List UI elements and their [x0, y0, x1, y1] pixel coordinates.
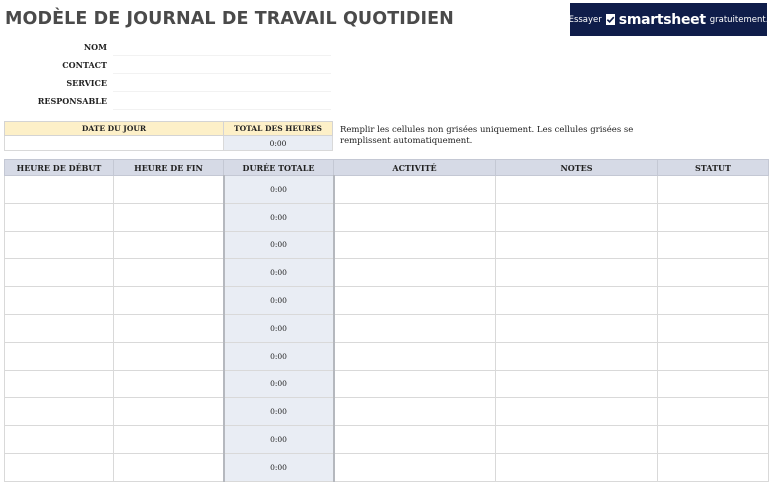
status-cell[interactable] — [658, 426, 769, 454]
status-cell[interactable] — [658, 259, 769, 287]
total-hours-header: TOTAL DES HEURES — [224, 122, 333, 136]
notes-cell[interactable] — [496, 231, 658, 259]
info-label: NOM — [83, 42, 107, 52]
duration-cell: 0:00 — [224, 314, 334, 342]
log-header-row — [5, 160, 769, 176]
duration-cell: 0:00 — [224, 203, 334, 231]
activity-cell[interactable] — [334, 176, 496, 204]
instructions-text: Remplir les cellules non grisées uniquement. Les cellules grisées se remplissent automatiquement. — [340, 125, 634, 146]
end-time-cell[interactable] — [114, 231, 224, 259]
status-cell[interactable] — [658, 398, 769, 426]
notes-cell[interactable] — [496, 203, 658, 231]
activity-cell[interactable] — [334, 314, 496, 342]
day-summary-table — [4, 121, 333, 151]
duration-cell: 0:00 — [224, 426, 334, 454]
info-row-responsable — [5, 92, 331, 110]
start-time-cell[interactable] — [5, 287, 114, 315]
notes-cell[interactable] — [496, 287, 658, 315]
column-header-duration: DURÉE TOTALE — [224, 160, 334, 176]
date-field[interactable] — [5, 136, 224, 151]
activity-cell[interactable] — [334, 342, 496, 370]
status-cell[interactable] — [658, 314, 769, 342]
duration-cell: 0:00 — [224, 398, 334, 426]
start-time-cell[interactable] — [5, 259, 114, 287]
notes-cell[interactable] — [496, 259, 658, 287]
start-time-cell[interactable] — [5, 342, 114, 370]
manager-field[interactable] — [113, 92, 331, 110]
notes-cell[interactable] — [496, 453, 658, 481]
table-row — [5, 314, 769, 342]
end-time-cell[interactable] — [114, 287, 224, 315]
status-cell[interactable] — [658, 370, 769, 398]
table-row — [5, 231, 769, 259]
activity-cell[interactable] — [334, 453, 496, 481]
end-time-cell[interactable] — [114, 176, 224, 204]
duration-cell: 0:00 — [224, 342, 334, 370]
table-row — [5, 287, 769, 315]
duration-cell: 0:00 — [224, 370, 334, 398]
start-time-cell[interactable] — [5, 453, 114, 481]
activity-cell[interactable] — [334, 287, 496, 315]
status-cell[interactable] — [658, 203, 769, 231]
notes-cell[interactable] — [496, 342, 658, 370]
service-field[interactable] — [113, 74, 331, 92]
status-cell[interactable] — [658, 342, 769, 370]
start-time-cell[interactable] — [5, 398, 114, 426]
log-body — [5, 176, 769, 482]
duration-cell: 0:00 — [224, 287, 334, 315]
end-time-cell[interactable] — [114, 370, 224, 398]
table-row — [5, 370, 769, 398]
smartsheet-trial-banner[interactable] — [570, 3, 767, 36]
duration-cell: 0:00 — [224, 176, 334, 204]
end-time-cell[interactable] — [114, 203, 224, 231]
status-cell[interactable] — [658, 231, 769, 259]
column-header-end: HEURE DE FIN — [114, 160, 224, 176]
info-row-nom — [5, 38, 331, 56]
column-header-notes: NOTES — [496, 160, 658, 176]
status-cell[interactable] — [658, 287, 769, 315]
start-time-cell[interactable] — [5, 370, 114, 398]
info-label: CONTACT — [62, 60, 107, 70]
activity-cell[interactable] — [334, 398, 496, 426]
start-time-cell[interactable] — [5, 203, 114, 231]
status-cell[interactable] — [658, 176, 769, 204]
status-cell[interactable] — [658, 453, 769, 481]
column-header-status: STATUT — [658, 160, 769, 176]
end-time-cell[interactable] — [114, 314, 224, 342]
column-header-start: HEURE DE DÉBUT — [5, 160, 114, 176]
notes-cell[interactable] — [496, 370, 658, 398]
notes-cell[interactable] — [496, 176, 658, 204]
notes-cell[interactable] — [496, 314, 658, 342]
banner-prefix: Essayer — [568, 14, 602, 25]
activity-cell[interactable] — [334, 259, 496, 287]
activity-cell[interactable] — [334, 426, 496, 454]
start-time-cell[interactable] — [5, 314, 114, 342]
table-row — [5, 203, 769, 231]
page-title: MODÈLE DE JOURNAL DE TRAVAIL QUOTIDIEN — [5, 9, 454, 29]
date-header: DATE DU JOUR — [5, 122, 224, 136]
table-row — [5, 398, 769, 426]
start-time-cell[interactable] — [5, 231, 114, 259]
duration-cell: 0:00 — [224, 453, 334, 481]
end-time-cell[interactable] — [114, 426, 224, 454]
end-time-cell[interactable] — [114, 453, 224, 481]
work-log-table — [4, 159, 769, 482]
info-row-contact — [5, 56, 331, 74]
contact-field[interactable] — [113, 56, 331, 74]
banner-suffix: gratuitement. — [709, 14, 769, 25]
start-time-cell[interactable] — [5, 176, 114, 204]
column-header-activity: ACTIVITÉ — [334, 160, 496, 176]
activity-cell[interactable] — [334, 370, 496, 398]
notes-cell[interactable] — [496, 398, 658, 426]
activity-cell[interactable] — [334, 203, 496, 231]
smartsheet-logo: smartsheet — [618, 11, 706, 28]
activity-cell[interactable] — [334, 231, 496, 259]
employee-info — [5, 38, 331, 110]
table-row — [5, 259, 769, 287]
name-field[interactable] — [113, 38, 331, 56]
table-row — [5, 426, 769, 454]
duration-cell: 0:00 — [224, 231, 334, 259]
table-row — [5, 342, 769, 370]
info-row-service — [5, 74, 331, 92]
end-time-cell[interactable] — [114, 342, 224, 370]
total-hours-value: 0:00 — [224, 136, 333, 151]
end-time-cell[interactable] — [114, 259, 224, 287]
table-row — [5, 176, 769, 204]
table-row — [5, 453, 769, 481]
notes-cell[interactable] — [496, 426, 658, 454]
start-time-cell[interactable] — [5, 426, 114, 454]
duration-cell: 0:00 — [224, 259, 334, 287]
end-time-cell[interactable] — [114, 398, 224, 426]
check-icon — [606, 14, 615, 25]
info-label: RESPONSABLE — [37, 96, 107, 106]
info-label: SERVICE — [66, 78, 107, 88]
